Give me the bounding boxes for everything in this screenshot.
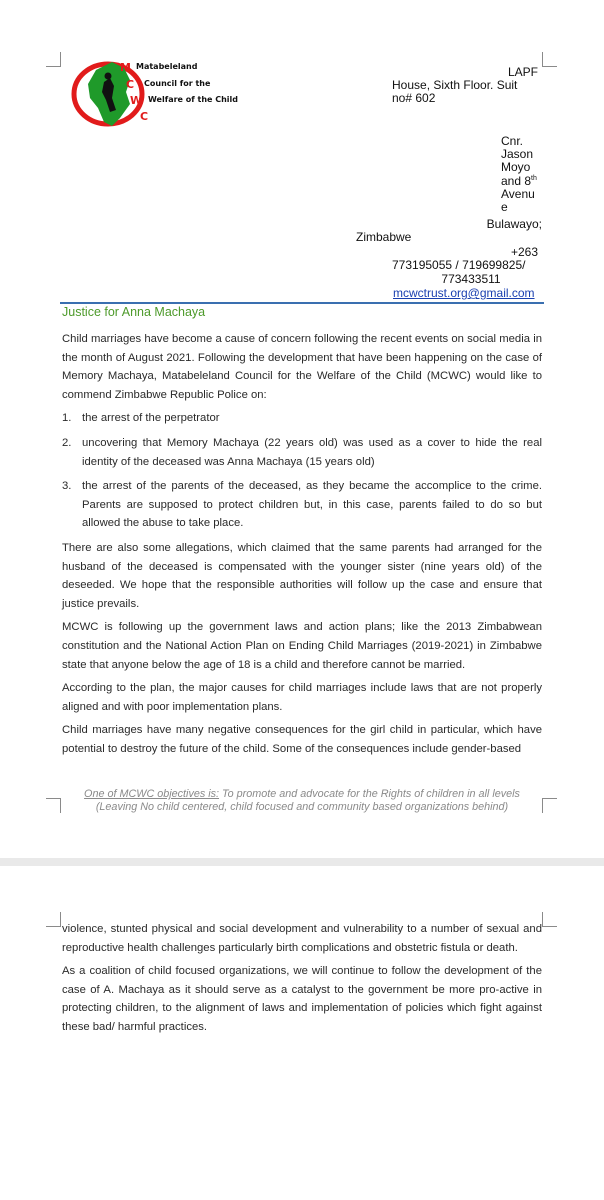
letter-body-page-2 [62, 920, 542, 1042]
paragraph-laws: MCWC is following up the government laws and action plans; like the 2013 Zimbabwean constitution and the National Action Plan on Ending Child Marriages (2019-2021) in Zimbabwe state that anyone below the age of 18 is a child and therefore cannot be married. [62, 621, 542, 671]
footer-lead: One of MCWC objectives is: [84, 788, 220, 800]
phone-line-2: 773195055 / 719699825/ [392, 258, 526, 272]
logo-line-2: Council for the [144, 79, 211, 88]
mcwc-logo [68, 48, 248, 140]
crop-mark-top-left [46, 912, 61, 927]
letter-title: Justice for Anna Machaya [62, 305, 206, 319]
list-text: the arrest of the perpetrator [82, 412, 220, 425]
paragraph-intro: Child marriages have become a cause of concern following the recent events on social media in the month of August 2021. Following the development that have been happening on the case of Memory Machaya, Matabeleland Council for the Welfare of the Child (MCWC) would like to commend Zimbabwe Republic Police on: [62, 333, 542, 401]
phone-line-1: +263 [510, 245, 538, 259]
list-item-3 [62, 477, 542, 533]
street-and-number: and 8 [501, 174, 532, 188]
logo-line-1: Matabeleland [136, 62, 198, 71]
paragraph-closing: As a coalition of child focused organizations, we will continue to follow the development of the case of A. Machaya as it should serve as a catalyst to the government be more pro-active in protecting children, to the alignment of laws and implementation of policies which fight against these bad/ harmful practices. [62, 965, 542, 1033]
street-line-4 [501, 175, 537, 188]
paragraph-consequences-cont: violence, stunted physical and social development and vulnerability to a number of sexual and reproductive health challenges particularly birth complications and obstetric fistula or death. [62, 923, 542, 954]
list-item-1 [62, 409, 542, 428]
page-two [0, 866, 604, 1200]
list-text: the arrest of the parents of the deceased, as they became the accomplice to the crime. Parents are supposed to protect children but, in this case, parents failed to do so but allowed the abuse to take place. [82, 480, 542, 530]
logo-letter-c1: C [126, 78, 135, 91]
address-city: Bulawayo; [486, 217, 542, 231]
street-ordinal: th [531, 175, 537, 182]
crop-mark-bottom-right [542, 798, 557, 813]
phone-line-3: 773433511 [441, 272, 501, 286]
list-number: 3. [62, 480, 72, 493]
address-country: Zimbabwe [356, 230, 412, 244]
list-item-2 [62, 434, 542, 471]
footer-line-1 [60, 788, 544, 801]
logo-letter-c2: C [140, 110, 149, 123]
footer-line-2: (Leaving No child centered, child focused and community based organizations behind) [95, 801, 509, 813]
street-line-1: Cnr. [501, 134, 524, 148]
crop-mark-bottom-left [46, 798, 61, 813]
letter-body-page-1 [62, 330, 542, 763]
crop-mark-top-right [542, 912, 557, 927]
crop-mark-top-left [46, 52, 61, 67]
paragraph-allegations: There are also some allegations, which claimed that the same parents had arranged for the husband of the deceased is compensated with the younger sister (nine years old) of the deseeded. We hope that the responsible authorities will follow up the case and ensure that justice prevails. [62, 541, 542, 610]
email-link[interactable]: mcwctrust.org@gmail.com [393, 286, 535, 300]
logo-letter-w: W [130, 94, 143, 107]
logo-letter-m: M [120, 61, 131, 74]
logo-line-3: Welfare of the Child [148, 95, 239, 104]
paragraph-causes: According to the plan, the major causes for child marriages include laws that are not properly aligned and with poor implementation plans. [62, 682, 542, 713]
list-number: 2. [62, 436, 72, 449]
street-line-5: Avenu [501, 187, 535, 201]
list-number: 1. [62, 412, 72, 425]
address-line-1: LAPF [507, 65, 538, 79]
crop-mark-top-right [542, 52, 557, 67]
street-line-2: Jason [501, 147, 534, 161]
address-line-3: no# 602 [392, 91, 436, 105]
street-line-6: e [501, 200, 508, 214]
page-footer [60, 788, 544, 814]
list-text: uncovering that Memory Machaya (22 years old) was used as a cover to hide the real identity of the deceased was Anna Machaya (15 years old) [82, 436, 542, 468]
address-line-2: House, Sixth Floor. Suit [392, 78, 518, 92]
paragraph-consequences: Child marriages have many negative consequences for the girl child in particular, which have potential to destroy the future of the child. Some of the consequences include gender-based [62, 724, 542, 755]
header-divider [60, 302, 544, 304]
footer-objective: To promote and advocate for the Rights of children in all levels [219, 788, 520, 800]
street-line-3: Moyo [501, 160, 531, 174]
